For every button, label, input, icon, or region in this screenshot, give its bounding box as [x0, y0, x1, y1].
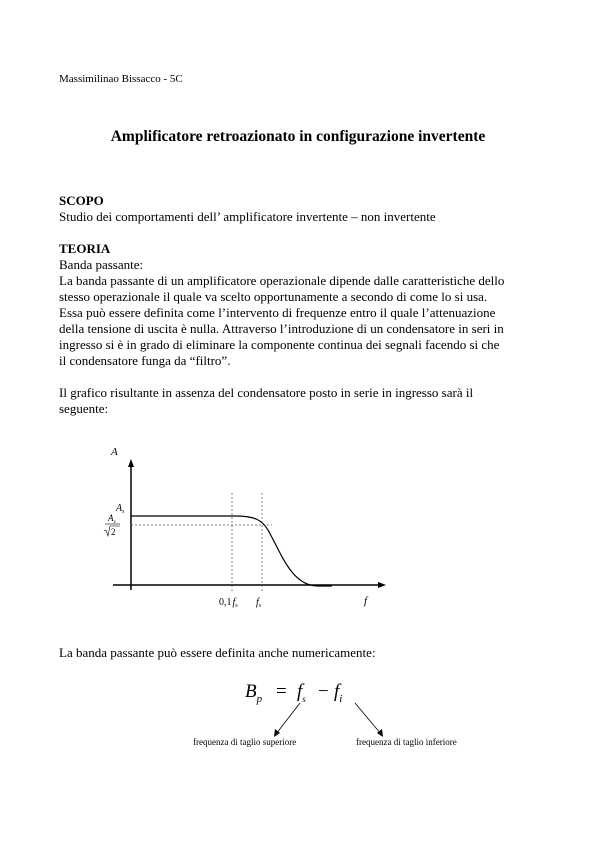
text-line: Il grafico risultante in assenza del condensatore posto in serie in ingresso sarà il	[59, 385, 474, 400]
text-line: Essa può essere definita come l’intervento di frequenze entro il quale l’attenuazione	[59, 305, 496, 320]
inferior-arrow	[355, 703, 381, 734]
author-line: Massimilinao Bissacco - 5C	[59, 73, 183, 85]
numeric-intro: La banda passante può essere definita anche numericamente:	[59, 645, 376, 660]
formula-fi: $f_i$	[334, 681, 343, 705]
inferior-cutoff-note: frequenza di taglio inferiore	[356, 737, 457, 747]
document-title: Amplificatore retroazionato in configurazione invertente	[110, 128, 486, 145]
text-line: il condensatore funga da “filtro”.	[59, 353, 231, 368]
text-line: seguente:	[59, 401, 109, 416]
section-heading-scopo: SCOPO	[59, 193, 104, 208]
fs-tick: $f_s$	[256, 597, 262, 609]
formula-equals: =	[276, 681, 287, 702]
text-line: stesso operazionale il quale va scelto opportunamente a secondo di come lo si usa.	[59, 289, 488, 304]
text-line: Banda passante:	[59, 257, 144, 272]
superior-cutoff-note: frequenza di taglio superiore	[193, 737, 297, 747]
formula-b: $B_p$	[245, 681, 263, 705]
ratio-numerator: $A_s$	[108, 513, 116, 525]
formula-minus: −	[318, 681, 329, 702]
superior-arrow	[276, 703, 300, 734]
ratio-denominator: 2	[111, 527, 116, 537]
as-label: $A_s$	[116, 503, 125, 515]
text-line: della tensione di uscita è nulla. Attraverso l’introduzione di un condensatore in seri in	[59, 321, 504, 336]
x-axis-label: f	[364, 595, 368, 607]
section-heading-teoria: TEORIA	[59, 241, 111, 256]
tenth-fs-tick: $0,1f_s$	[219, 597, 238, 609]
text-line: La banda passante di un amplificatore operazionale dipende dalle caratteristiche dello	[59, 273, 505, 288]
formula-fs: $f_s$	[297, 681, 306, 704]
y-axis-label: A	[111, 446, 118, 458]
scopo-text: Studio dei comportamenti dell’ amplificatore invertente – non invertente	[59, 209, 436, 224]
text-line: ingresso si è in grado di eliminare la componente continua dei segnali facendo si che	[59, 337, 500, 352]
